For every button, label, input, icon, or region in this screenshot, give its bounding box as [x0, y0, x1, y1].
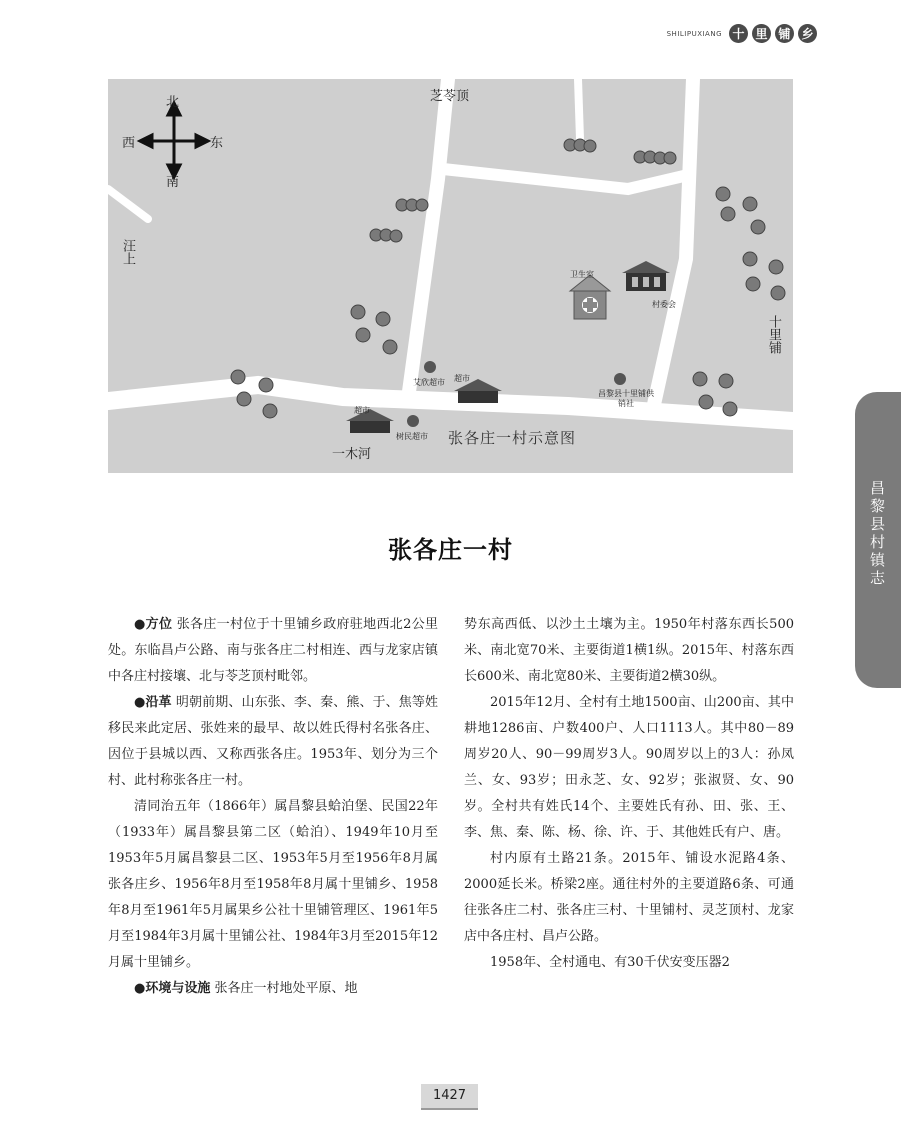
map-caption: 张各庄一村示意图 [448, 429, 577, 447]
map-label-village-committee: 村委会 [652, 300, 676, 309]
village-map [108, 79, 793, 473]
text-location: 张各庄一村位于十里铺乡政府驻地西北2公里处。东临昌卢公路、南与张各庄二村相连、西与龙家店镇中各庄村接壤、北与苓芝顶村毗邻。 [108, 617, 439, 684]
paragraph-location [108, 612, 438, 690]
side-tab [855, 392, 901, 688]
compass-east-label: 东 [210, 136, 224, 151]
map-label-yimuhe: 一木河 [332, 447, 372, 462]
right-column [464, 612, 794, 976]
article-title: 张各庄一村 [388, 536, 513, 564]
paragraph-administration: 清同治五年（1866年）属昌黎县蛤泊堡、民国22年（1933年）属昌黎县第二区（蛤泊）、1949年10月至1953年5月属昌黎县二区、1953年5月至1956年8月属张各庄乡、1956年8月至1958年8月属十里铺乡、1958年8月至1961年5月属果乡公社十里铺管理区、1961年5月至1984年3月属十里铺公社、1984年3月至2015年12月属十里铺乡。 [108, 799, 438, 970]
map-label-clinic: 卫生室 [570, 270, 594, 279]
text-environment: 张各庄一村地处平原、地 [210, 981, 358, 996]
header-char-1: 十 [729, 24, 748, 43]
paragraph-history [108, 690, 438, 794]
compass-west-label: 西 [122, 136, 136, 151]
header-char-3: 铺 [775, 24, 794, 43]
clinic-icon [570, 275, 610, 319]
term-environment: ●环境与设施 [134, 981, 211, 996]
map-label-supermarket-1: 超市 [454, 374, 470, 383]
term-history: ●沿革 [134, 695, 172, 710]
map-label-wangshang: 汪上 [120, 239, 135, 265]
side-tab-label: 昌黎县村镇志 [868, 480, 886, 588]
text-history: 明朝前期、山东张、李、秦、熊、于、焦等姓移民来此定居、张姓来的最早、故以姓氏得村名张各庄、因位于县城以西、又称西张各庄。1953年、划分为三个村、此村称张各庄一村。 [108, 695, 438, 788]
paragraph-population: 2015年12月、全村有土地1500亩、山200亩、其中耕地1286亩、户数400户、人口1113人。其中80－89周岁20人、90－99周岁3人。90周岁以上的3人：孙凤兰、女、93岁；田永芝、女、92岁；张淑贤、女、90岁。全村共有姓氏14个、主要姓氏有孙、田、张、王、李、焦、秦、陈、杨、徐、许、于、其他姓氏有户、唐。 [464, 695, 794, 840]
paragraph-electricity: 1958年、全村通电、有30千伏安变压器2 [490, 955, 730, 970]
map-label-supermarket-2: 超市 [354, 406, 370, 415]
map-label-coop: 昌黎县十里铺供销社 [598, 389, 654, 408]
paragraph-environment [108, 976, 438, 1002]
header-char-2: 里 [752, 24, 771, 43]
compass-south-label: 南 [166, 175, 180, 190]
paragraph-terrain: 势东高西低、以沙土土壤为主。1950年村落东西长500米、南北宽70米、主要街道1横1纵。2015年、村落东西长600米、南北宽80米、主要街道2横30纵。 [464, 617, 794, 684]
header-char-4: 乡 [798, 24, 817, 43]
paragraph-roads: 村内原有土路21条。2015年、铺设水泥路4条、2000延长米。桥梁2座。通往村外的主要道路6条、可通往张各庄二村、张各庄三村、十里铺村、灵芝顶村、龙家店中各庄村、昌卢公路。 [464, 851, 794, 944]
compass-icon [140, 103, 208, 177]
running-header [667, 24, 817, 43]
term-location: ●方位 [134, 617, 173, 632]
left-column [108, 612, 438, 1002]
map-label-shilipu: 十里铺 [766, 315, 781, 354]
map-label-aixin: 艾欣超市 [413, 378, 445, 387]
map-label-zhilingding: 芝苓顶 [430, 89, 470, 104]
header-pinyin: SHILIPUXIANG [666, 29, 722, 38]
compass-north-label: 北 [166, 95, 180, 110]
map-label-shumin: 树民超市 [396, 432, 428, 441]
village-committee-icon [622, 261, 670, 291]
page-number: 1427 [421, 1084, 478, 1110]
